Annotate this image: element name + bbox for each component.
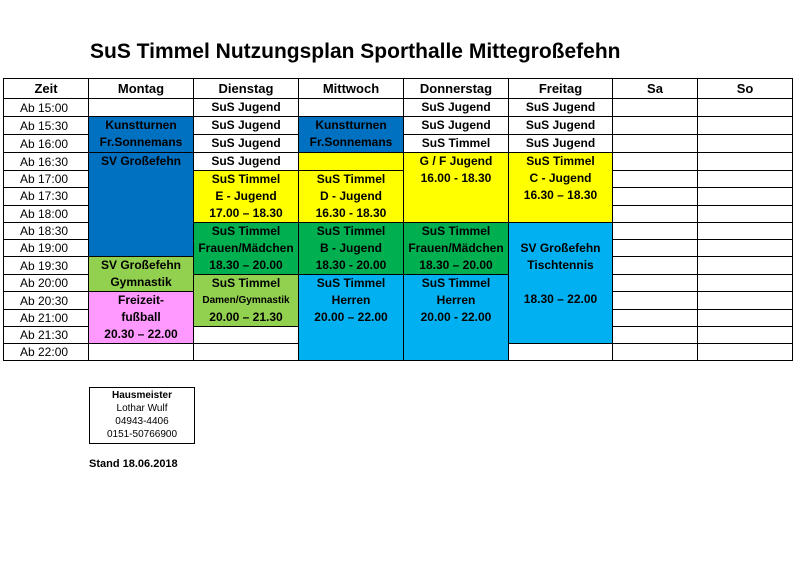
col-header-mittwoch: Mittwoch (299, 79, 404, 99)
empty-cell (698, 240, 793, 257)
empty-cell (613, 99, 698, 117)
empty-cell (613, 135, 698, 153)
time-cell: Ab 22:00 (4, 344, 89, 361)
schedule-block (194, 171, 299, 223)
block-line: Damen/Gymnastik (202, 295, 290, 306)
schedule-block (509, 99, 613, 117)
block-line: SuS Timmel (421, 276, 491, 290)
block-line: SuS Timmel (316, 224, 386, 238)
schedule-block (299, 223, 404, 275)
schedule-block (509, 135, 613, 153)
schedule-block (509, 117, 613, 135)
hausmeister-box (89, 387, 195, 444)
empty-cell (613, 240, 698, 257)
empty-cell (698, 257, 793, 275)
block-line: SuS Jugend (525, 118, 596, 132)
time-cell: Ab 21:00 (4, 310, 89, 327)
block-line: SuS Timmel (211, 172, 281, 186)
block-line: 20.00 - 22.00 (420, 310, 492, 324)
time-cell: Ab 17:30 (4, 188, 89, 205)
block-line: Kunstturnen (315, 118, 387, 132)
empty-cell (613, 223, 698, 240)
empty-cell (698, 205, 793, 222)
time-cell: Ab 21:30 (4, 327, 89, 344)
empty-cell (698, 99, 793, 117)
empty-cell (613, 310, 698, 327)
time-cell: Ab 17:00 (4, 171, 89, 188)
time-cell: Ab 16:00 (4, 135, 89, 153)
col-header-freitag: Freitag (509, 79, 613, 99)
block-line: B - Jugend (320, 241, 382, 255)
block-line: SuS Jugend (211, 154, 281, 168)
schedule-block (299, 275, 404, 361)
block-line: 16.00 - 18.30 (420, 171, 492, 185)
block-line: 16.30 – 18.30 (523, 188, 598, 202)
block-line: Herren (331, 293, 371, 307)
schedule-block (404, 223, 509, 275)
block-line: Fr.Sonnemans (99, 135, 183, 149)
time-cell: Ab 15:30 (4, 117, 89, 135)
block-line: Frauen/Mädchen (408, 241, 504, 255)
schedule-block (89, 257, 194, 292)
schedule-block (404, 99, 509, 117)
time-cell: Ab 19:30 (4, 257, 89, 275)
block-line: 18.30 – 20.00 (419, 258, 493, 272)
schedule-block (299, 117, 404, 153)
block-line: Kunstturnen (105, 118, 177, 132)
block-line: SV Großefehn (520, 241, 601, 255)
block-line (509, 223, 612, 240)
empty-cell (613, 117, 698, 135)
time-cell: Ab 18:30 (4, 223, 89, 240)
block-line: Gymnastik (110, 275, 172, 289)
block-line: SV Großefehn (100, 258, 181, 272)
empty-cell (698, 223, 793, 240)
block-line: 18.30 – 22.00 (523, 292, 598, 306)
block-line: 20.00 – 22.00 (314, 310, 388, 324)
time-cell: Ab 20:00 (4, 275, 89, 292)
schedule-block (404, 117, 509, 135)
schedule-block (194, 117, 299, 135)
time-cell: Ab 16:30 (4, 153, 89, 171)
empty-cell (613, 153, 698, 171)
block-line: SV Großefehn (100, 154, 181, 168)
col-header-dienstag: Dienstag (194, 79, 299, 99)
block-line: 16.30 - 18.30 (315, 206, 387, 220)
schedule-block (89, 292, 194, 344)
time-cell: Ab 20:30 (4, 292, 89, 310)
table-row (4, 99, 793, 117)
block-line (509, 274, 612, 291)
schedule-block (194, 99, 299, 117)
schedule-block (194, 275, 299, 327)
block-line: SuS Jugend (211, 100, 281, 114)
schedule-block (299, 153, 404, 171)
empty-cell (613, 275, 698, 292)
schedule-block (89, 153, 194, 257)
block-line: SuS Timmel (526, 154, 595, 168)
empty-cell (194, 327, 299, 344)
empty-cell (698, 117, 793, 135)
block-line: E - Jugend (215, 189, 277, 203)
empty-cell (613, 205, 698, 222)
schedule-block (404, 135, 509, 153)
block-line: SuS Timmel (421, 224, 491, 238)
block-line: 20.00 – 21.30 (209, 310, 283, 324)
block-line: D - Jugend (320, 189, 382, 203)
time-cell: Ab 18:00 (4, 205, 89, 222)
empty-cell (698, 275, 793, 292)
hausmeister-mobile: 0151-50766900 (106, 429, 178, 440)
empty-cell (698, 135, 793, 153)
schedule-block (404, 153, 509, 223)
empty-cell (299, 99, 404, 117)
schedule-block (509, 153, 613, 223)
empty-cell (613, 344, 698, 361)
hausmeister-phone: 04943-4406 (115, 416, 169, 427)
schedule-body (4, 99, 793, 361)
block-line: Tischtennis (527, 258, 594, 272)
block-line: SuS Timmel (316, 172, 386, 186)
block-line: SuS Timmel (316, 276, 386, 290)
empty-cell (89, 344, 194, 361)
schedule-block (194, 153, 299, 171)
block-line: SuS Jugend (211, 118, 281, 132)
hausmeister-title: Hausmeister (111, 390, 173, 401)
empty-cell (509, 344, 613, 361)
col-header-so: So (698, 79, 793, 99)
schedule-block (89, 117, 194, 153)
block-line: SuS Timmel (211, 276, 281, 290)
block-line: 18.30 – 20.00 (209, 258, 283, 272)
empty-cell (194, 344, 299, 361)
empty-cell (613, 188, 698, 205)
schedule-block (299, 171, 404, 223)
schedule-block (509, 223, 613, 344)
empty-cell (613, 257, 698, 275)
empty-cell (613, 327, 698, 344)
block-line: 20.30 – 22.00 (104, 327, 178, 341)
empty-cell (613, 171, 698, 188)
empty-cell (698, 153, 793, 171)
empty-cell (89, 99, 194, 117)
block-line: 18.30 - 20.00 (315, 258, 387, 272)
schedule-block (194, 135, 299, 153)
header-row (4, 79, 793, 99)
schedule-table (3, 78, 793, 361)
block-line: C - Jugend (529, 171, 592, 185)
empty-cell (698, 344, 793, 361)
page-title: SuS Timmel Nutzungsplan Sporthalle Mittegroßefehn (90, 40, 621, 63)
block-line: SuS Jugend (421, 118, 491, 132)
empty-cell (698, 310, 793, 327)
block-line: Freizeit- (117, 293, 164, 307)
col-header-sa: Sa (613, 79, 698, 99)
empty-cell (698, 327, 793, 344)
block-line: G / F Jugend (419, 154, 493, 168)
empty-cell (613, 292, 698, 310)
table-row (4, 153, 793, 171)
time-cell: Ab 15:00 (4, 99, 89, 117)
block-line: Herren (436, 293, 476, 307)
table-row (4, 117, 793, 135)
hausmeister-name: Lothar Wulf (116, 403, 168, 414)
col-header-montag: Montag (89, 79, 194, 99)
block-line: Frauen/Mädchen (198, 241, 294, 255)
col-header-donnerstag: Donnerstag (404, 79, 509, 99)
schedule-block (194, 223, 299, 275)
block-line: SuS Timmel (421, 136, 491, 150)
empty-cell (698, 171, 793, 188)
block-line: SuS Jugend (421, 100, 491, 114)
block-line: 17.00 – 18.30 (209, 206, 283, 220)
stand-date: Stand 18.06.2018 (89, 458, 178, 470)
block-line: fußball (121, 310, 161, 324)
empty-cell (698, 188, 793, 205)
block-line: Fr.Sonnemans (309, 135, 393, 149)
block-line: SuS Jugend (525, 136, 596, 150)
block-line: SuS Timmel (211, 224, 281, 238)
empty-cell (698, 292, 793, 310)
col-header-zeit: Zeit (4, 79, 89, 99)
block-line: SuS Jugend (525, 100, 596, 114)
time-cell: Ab 19:00 (4, 240, 89, 257)
block-line: SuS Jugend (211, 136, 281, 150)
schedule-block (404, 275, 509, 361)
